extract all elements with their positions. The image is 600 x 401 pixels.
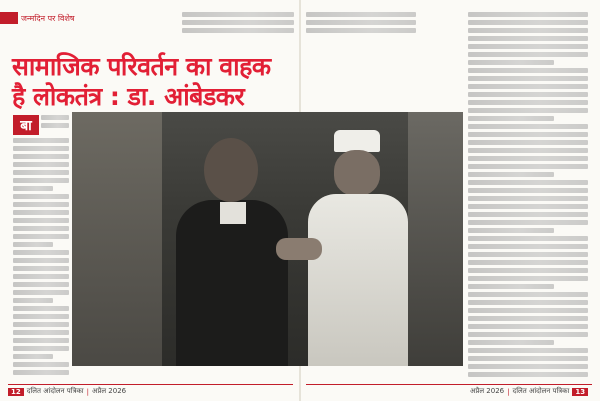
article-title (12, 52, 312, 112)
body-text-line (13, 154, 69, 159)
body-text-line (306, 20, 416, 25)
body-text-line (13, 362, 69, 367)
right-page-column-1 (306, 12, 416, 38)
body-text-line (468, 292, 588, 297)
left-page-column-1 (13, 138, 69, 378)
body-text-line (306, 12, 416, 17)
body-text-line (468, 92, 588, 97)
body-text-line (468, 172, 554, 177)
body-text-line (468, 228, 554, 233)
body-text-line (468, 12, 588, 17)
right-page-column-2 (468, 12, 588, 382)
body-text-line (13, 242, 53, 247)
section-tag-text: जन्मदिन पर विशेष (21, 13, 75, 23)
body-text-line (468, 84, 588, 89)
footer-left (8, 386, 126, 397)
body-text-line (13, 314, 69, 319)
body-text-line (182, 28, 294, 33)
body-text-line (13, 266, 69, 271)
body-text-line (13, 370, 69, 375)
body-text-line (468, 164, 588, 169)
body-text-line (468, 108, 588, 113)
article-title-line-1: सामाजिक परिवर्तन का वाहक (12, 52, 271, 81)
body-text-line (468, 212, 588, 217)
body-text-line (13, 186, 53, 191)
body-text-line (13, 210, 69, 215)
section-tag (0, 12, 88, 24)
body-text-line (468, 308, 588, 313)
photo-background-right (408, 112, 463, 366)
photo-figure-left-suit (176, 200, 288, 366)
body-text-line (468, 76, 588, 81)
body-text-line (13, 146, 69, 151)
left-page-column-2 (182, 12, 294, 38)
body-text-line (468, 204, 588, 209)
footer-separator-left: | (86, 387, 89, 396)
body-text-line (468, 188, 588, 193)
body-text-line (13, 218, 69, 223)
photo-figure-right-head (334, 150, 380, 196)
body-text-line (306, 28, 416, 33)
photo-background-figure (72, 112, 162, 366)
body-text-line (468, 132, 588, 137)
body-text-line (13, 250, 69, 255)
body-text-line (13, 338, 69, 343)
body-text-line (468, 316, 588, 321)
footer-month-right: अप्रैल 2026 (470, 387, 505, 395)
body-text-line (468, 300, 588, 305)
body-text-line (468, 220, 588, 225)
body-text-line (13, 226, 69, 231)
body-text-line (468, 180, 588, 185)
body-text-line (13, 170, 69, 175)
body-text-line (468, 372, 588, 377)
body-text-line (468, 68, 588, 73)
article-photo (72, 112, 463, 366)
body-text-line (468, 28, 588, 33)
photo-figure-right-garment (308, 194, 408, 366)
photo-hands (276, 238, 322, 260)
photo-figure-right-cap (334, 130, 380, 152)
body-text-line (13, 282, 69, 287)
body-text-line (468, 116, 554, 121)
body-text-line (468, 100, 588, 105)
body-text-line (468, 284, 554, 289)
body-text-line (468, 20, 588, 25)
body-text-line (13, 258, 69, 263)
body-text-line (468, 244, 588, 249)
body-text-line (468, 196, 588, 201)
body-text-line (468, 364, 588, 369)
footer-rule-right (306, 384, 592, 385)
body-text-line (468, 140, 588, 145)
body-text-line (468, 324, 588, 329)
body-text-line (13, 290, 69, 295)
photo-figure-left-collar (220, 202, 246, 224)
body-text-line (468, 36, 588, 41)
body-text-line (468, 340, 554, 345)
body-text-line (13, 306, 69, 311)
section-tag-bar (0, 12, 18, 24)
footer-magazine-right: दलित आंदोलन पत्रिका (512, 387, 570, 395)
body-text-line (468, 52, 588, 57)
body-text-line (13, 202, 69, 207)
body-text-line (468, 44, 588, 49)
body-text-line (468, 236, 588, 241)
left-page-column-1-upper (41, 115, 69, 137)
body-text-line (468, 60, 554, 65)
dropcap: बा (13, 115, 39, 135)
body-text-line (13, 274, 69, 279)
footer-magazine-left: दलित आंदोलन पत्रिका (26, 387, 84, 395)
body-text-line (468, 124, 588, 129)
article-title-line-2: है लोकतंत्र : डा. आंबेडकर (12, 82, 245, 111)
body-text-line (468, 332, 588, 337)
body-text-line (13, 162, 69, 167)
body-text-line (13, 178, 69, 183)
footer-rule-left (8, 384, 293, 385)
body-text-line (13, 298, 53, 303)
page-number-left: 12 (8, 388, 24, 396)
footer-month-left: अप्रैल 2026 (91, 387, 127, 395)
body-text-line (13, 234, 69, 239)
body-text-line (468, 276, 588, 281)
body-text-line (13, 330, 69, 335)
footer-right (470, 386, 588, 397)
body-text-line (13, 346, 69, 351)
body-text-line (182, 20, 294, 25)
body-text-line (468, 260, 588, 265)
body-text-line (13, 354, 53, 359)
body-text-line (468, 252, 588, 257)
body-text-line (468, 356, 588, 361)
page-number-right: 13 (572, 388, 588, 396)
body-text-line (468, 148, 588, 153)
footer-separator-right: | (507, 387, 510, 396)
photo-figure-left-head (204, 138, 258, 202)
body-text-line (13, 322, 69, 327)
body-text-line (468, 156, 588, 161)
body-text-line (41, 123, 69, 128)
body-text-line (13, 194, 69, 199)
body-text-line (468, 348, 588, 353)
body-text-line (13, 138, 69, 143)
body-text-line (41, 115, 69, 120)
body-text-line (182, 12, 294, 17)
body-text-line (468, 268, 588, 273)
